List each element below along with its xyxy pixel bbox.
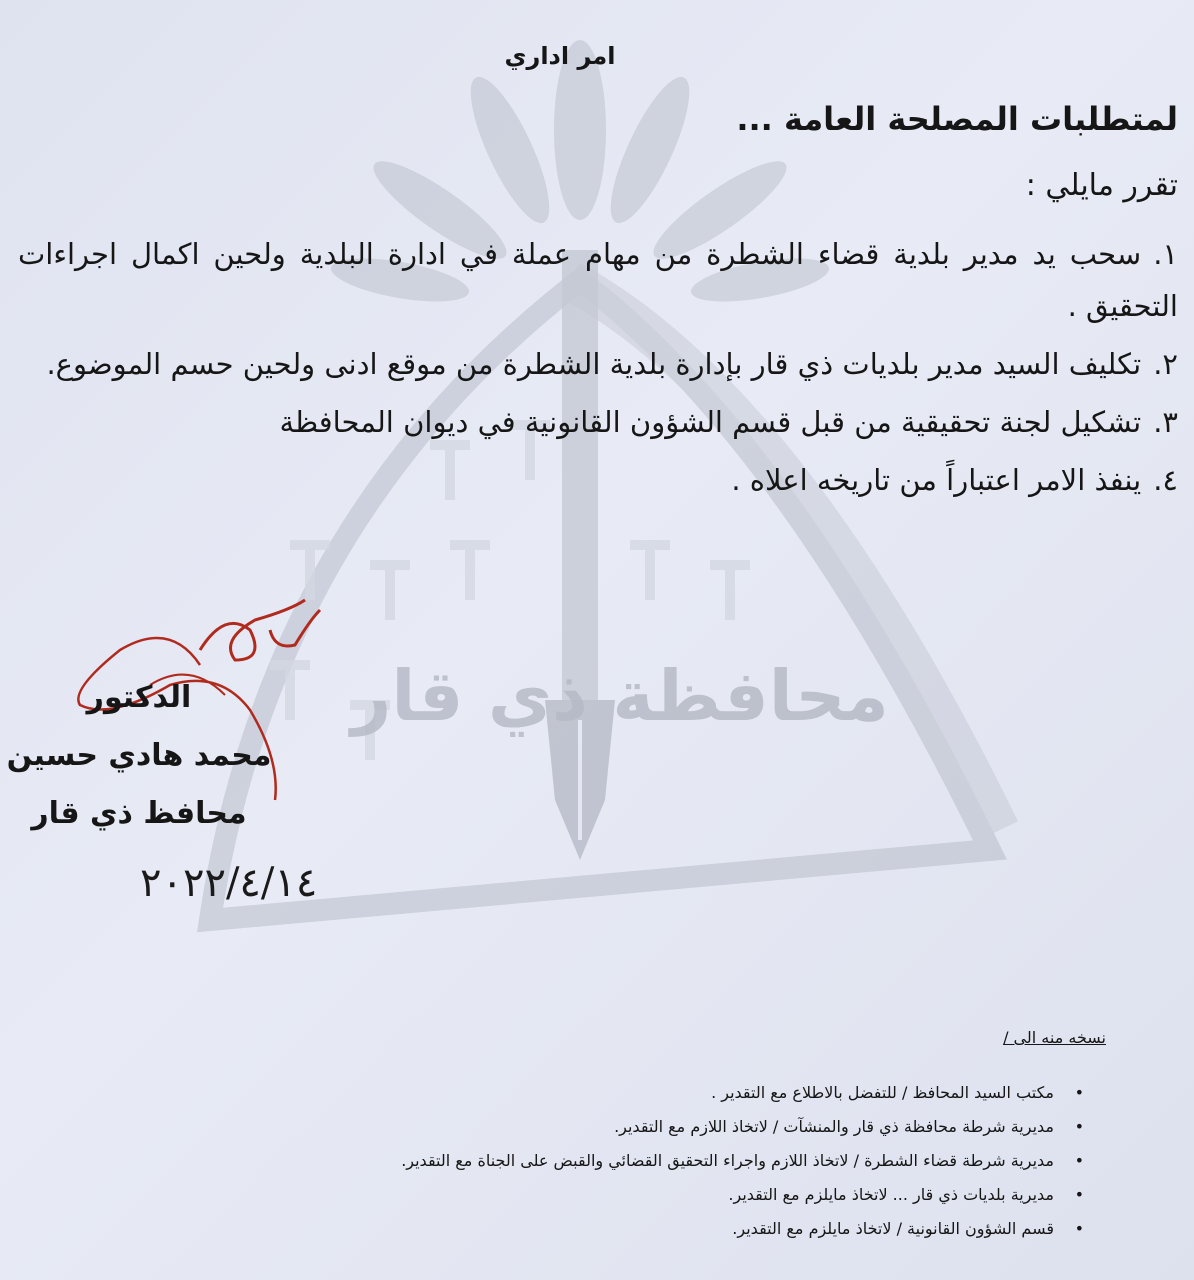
decision-item: [18, 228, 1178, 332]
bullet-icon: •: [1074, 1185, 1084, 1204]
bullet-icon: •: [1074, 1219, 1084, 1238]
decision-number: ٢.: [1153, 347, 1178, 381]
copy-recipient: [184, 1212, 1084, 1246]
decision-text: تكليف السيد مدير بلديات ذي قار بإدارة بلدية الشطرة من موقع ادنى ولحين حسم الموضوع.: [46, 347, 1142, 381]
decision-text: سحب يد مدير بلدية قضاء الشطرة من مهام عملة في ادارة البلدية ولحين اكمال اجراءات التحقيق .: [18, 237, 1178, 323]
signatory-name: محمد هادي حسين: [6, 738, 272, 773]
decision-list: [18, 228, 1178, 512]
decision-item: [18, 338, 1178, 390]
copy-recipient: [184, 1076, 1084, 1110]
copies-title: نسخه منه الى /: [1003, 1028, 1106, 1047]
copy-recipient-text: مديرية شرطة قضاء الشطرة / لاتخاذ اللازم واجراء التحقيق القضائي والقبض على الجناة مع التقدير.: [401, 1151, 1054, 1170]
copies-list: [184, 1076, 1084, 1246]
signatory-title: الدكتور: [86, 680, 192, 715]
bullet-icon: •: [1074, 1117, 1084, 1136]
document-title: امر اداري: [504, 42, 616, 70]
decision-text: تشكيل لجنة تحقيقية من قبل قسم الشؤون القانونية في ديوان المحافظة: [279, 405, 1142, 439]
copy-recipient-text: مديرية شرطة محافظة ذي قار والمنشآت / لاتخاذ اللازم مع التقدير.: [614, 1117, 1054, 1136]
signature-block: [0, 680, 289, 854]
copy-recipient: [184, 1178, 1084, 1212]
copy-recipient-text: قسم الشؤون القانونية / لاتخاذ مايلزم مع التقدير.: [732, 1219, 1054, 1238]
decision-number: ١.: [1153, 237, 1178, 271]
copy-recipient-text: مديرية بلديات ذي قار ... لاتخاذ مايلزم مع التقدير.: [728, 1185, 1054, 1204]
decision-text: ينفذ الامر اعتباراً من تاريخه اعلاه .: [731, 463, 1142, 497]
signatory-position: محافظ ذي قار: [31, 796, 247, 831]
copy-recipient: [184, 1144, 1084, 1178]
document-heading: لمتطلبات المصلحة العامة ...: [736, 100, 1178, 138]
decision-item: [18, 396, 1178, 448]
document-intro: تقرر مايلي :: [1025, 168, 1178, 203]
decision-number: ٣.: [1153, 405, 1178, 439]
document-date: ٢٠٢٢/٤/١٤: [140, 860, 318, 906]
copy-recipient-text: مكتب السيد المحافظ / للتفضل بالاطلاع مع التقدير .: [711, 1083, 1054, 1102]
decision-item: [18, 454, 1178, 506]
bullet-icon: •: [1074, 1151, 1084, 1170]
watermark-text: محافظة ذي قار: [351, 655, 889, 737]
decision-number: ٤.: [1153, 463, 1178, 497]
bullet-icon: •: [1074, 1083, 1084, 1102]
copy-recipient: [184, 1110, 1084, 1144]
